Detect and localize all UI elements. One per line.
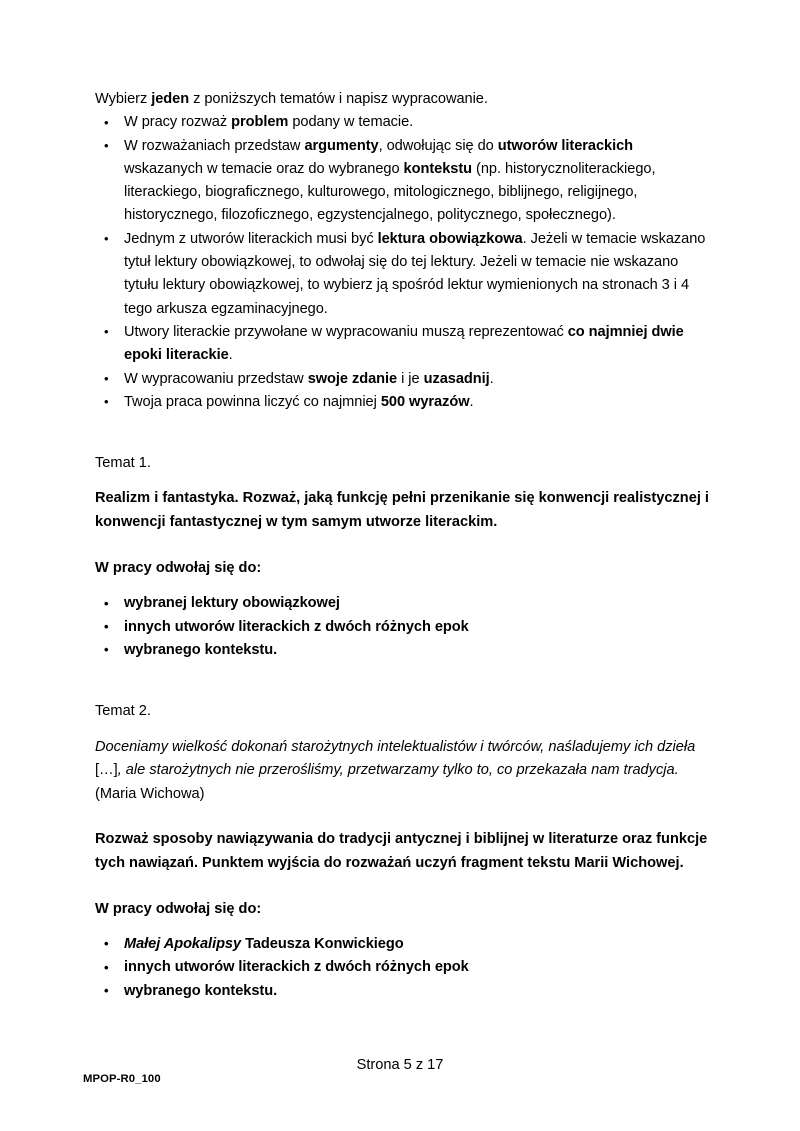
spacer xyxy=(95,414,710,452)
list-item xyxy=(95,368,710,391)
text-segment: W rozważaniach przedstaw xyxy=(124,137,305,154)
intro-post: z poniższych tematów i napisz wypracowanie. xyxy=(189,91,488,107)
topic-2-quote xyxy=(95,736,710,783)
topic-2-bullets xyxy=(95,933,710,1003)
text-segment: utworów literackich xyxy=(497,137,634,154)
sheet-code: MPOP-R0_100 xyxy=(83,1073,161,1085)
topic-1-refer-heading: W pracy odwołaj się do: xyxy=(95,560,262,577)
text-segment: innych utworów literackich z dwóch różnych epok xyxy=(124,618,469,635)
text-segment: kontekstu xyxy=(403,160,473,177)
spacer xyxy=(95,662,710,700)
intro-pre: Wybierz xyxy=(95,91,152,107)
text-segment: , ale starożytnych nie przerośliśmy, przetwarzamy tylko to, co przekazała nam tradycja. xyxy=(117,762,679,779)
spacer xyxy=(95,876,710,898)
text-segment: . Jeżeli w temacie wskazano tytuł lektury obowiązkowej, to odwołaj się do tej lektury. Jeżeli w temacie nie wskazano tytułu lektury obowiązkowej, to wybierz ją spośród lektur wymienionych na stronach 3 i 4 tego arkusza egzaminacyjnego. xyxy=(124,230,706,317)
text-segment: innych utworów literackich z dwóch różnych epok xyxy=(124,959,469,976)
text-segment: problem xyxy=(231,114,289,131)
text-segment: Twoja praca powinna liczyć co najmniej xyxy=(124,393,381,410)
instructions-list xyxy=(95,111,710,414)
spacer xyxy=(95,475,710,487)
document-body xyxy=(95,88,710,1003)
list-item xyxy=(95,321,710,368)
text-segment: lektura obowiązkowa xyxy=(377,230,523,247)
text-segment: . xyxy=(489,370,494,387)
text-segment: […] xyxy=(95,762,118,779)
text-segment: W pracy rozważ xyxy=(124,114,232,131)
list-item xyxy=(95,933,710,956)
list-item xyxy=(95,616,710,639)
text-segment: argumenty xyxy=(304,137,379,154)
text-segment: i je xyxy=(397,370,424,387)
topic-1-body: Realizm i fantastyka. Rozważ, jaką funkcję pełni przenikanie się konwencji realistycznej i konwencji fantastycznej w tym samym utworze literackim. xyxy=(95,490,709,531)
intro-bold: jeden xyxy=(151,91,190,107)
text-segment: Utwory literackie przywołane w wypracowaniu muszą reprezentować xyxy=(124,323,568,340)
spacer xyxy=(95,724,710,736)
text-segment: wybranej lektury obowiązkowej xyxy=(124,595,340,612)
text-segment: Tadeusza Konwickiego xyxy=(241,935,404,952)
text-segment: (np. historycznoliterackiego, literackiego, biograficznego, kulturowego, mitologicznego, biblijnego, religijnego, historycznego, filozoficznego, egzystencjalnego, politycznego, społecznego). xyxy=(124,160,656,224)
spacer xyxy=(95,535,710,557)
text-segment: podany w temacie. xyxy=(288,114,414,131)
text-segment: Doceniamy wielkość dokonań starożytnych intelektualistów i twórców, naśladujemy ich dzieła xyxy=(95,738,696,755)
topic-1-label: Temat 1. xyxy=(95,455,151,472)
text-segment: , odwołując się do xyxy=(378,137,498,154)
text-segment: W wypracowaniu przedstaw xyxy=(124,370,308,387)
topic-2-label: Temat 2. xyxy=(95,703,151,720)
text-segment: Jednym z utworów literackich musi być xyxy=(124,230,378,247)
text-segment: Małej Apokalipsy xyxy=(124,935,242,952)
page-indicator: Strona 5 z 17 xyxy=(356,1057,444,1073)
spacer xyxy=(95,806,710,828)
text-segment: wybranego kontekstu. xyxy=(124,641,278,658)
text-segment: uzasadnij xyxy=(423,370,490,387)
spacer xyxy=(95,921,710,933)
list-item xyxy=(95,639,710,662)
list-item xyxy=(95,111,710,134)
topic-1-bullets xyxy=(95,592,710,662)
list-item xyxy=(95,592,710,615)
topic-2-refer-heading: W pracy odwołaj się do: xyxy=(95,900,262,917)
text-segment: 500 wyrazów xyxy=(380,393,470,410)
list-item xyxy=(95,956,710,979)
text-segment: wybranego kontekstu. xyxy=(124,982,278,999)
topic-2-quote-attribution: (Maria Wichowa) xyxy=(95,785,205,802)
text-segment: co najmniej dwie epoki literackie xyxy=(124,323,684,364)
list-item xyxy=(95,135,710,228)
topic-2-body: Rozważ sposoby nawiązywania do tradycji antycznej i biblijnej w literaturze oraz funkcje tych nawiązań. Punktem wyjścia do rozważań uczyń fragment tekstu Marii Wichowej. xyxy=(95,831,708,871)
text-segment: . xyxy=(228,347,233,364)
list-item xyxy=(95,980,710,1003)
list-item xyxy=(95,228,710,321)
text-segment: swoje zdanie xyxy=(307,370,398,387)
text-segment: . xyxy=(469,393,474,410)
list-item xyxy=(95,391,710,414)
text-segment: wskazanych w temacie oraz do wybranego xyxy=(124,160,404,177)
intro-paragraph xyxy=(95,88,710,111)
spacer xyxy=(95,580,710,592)
